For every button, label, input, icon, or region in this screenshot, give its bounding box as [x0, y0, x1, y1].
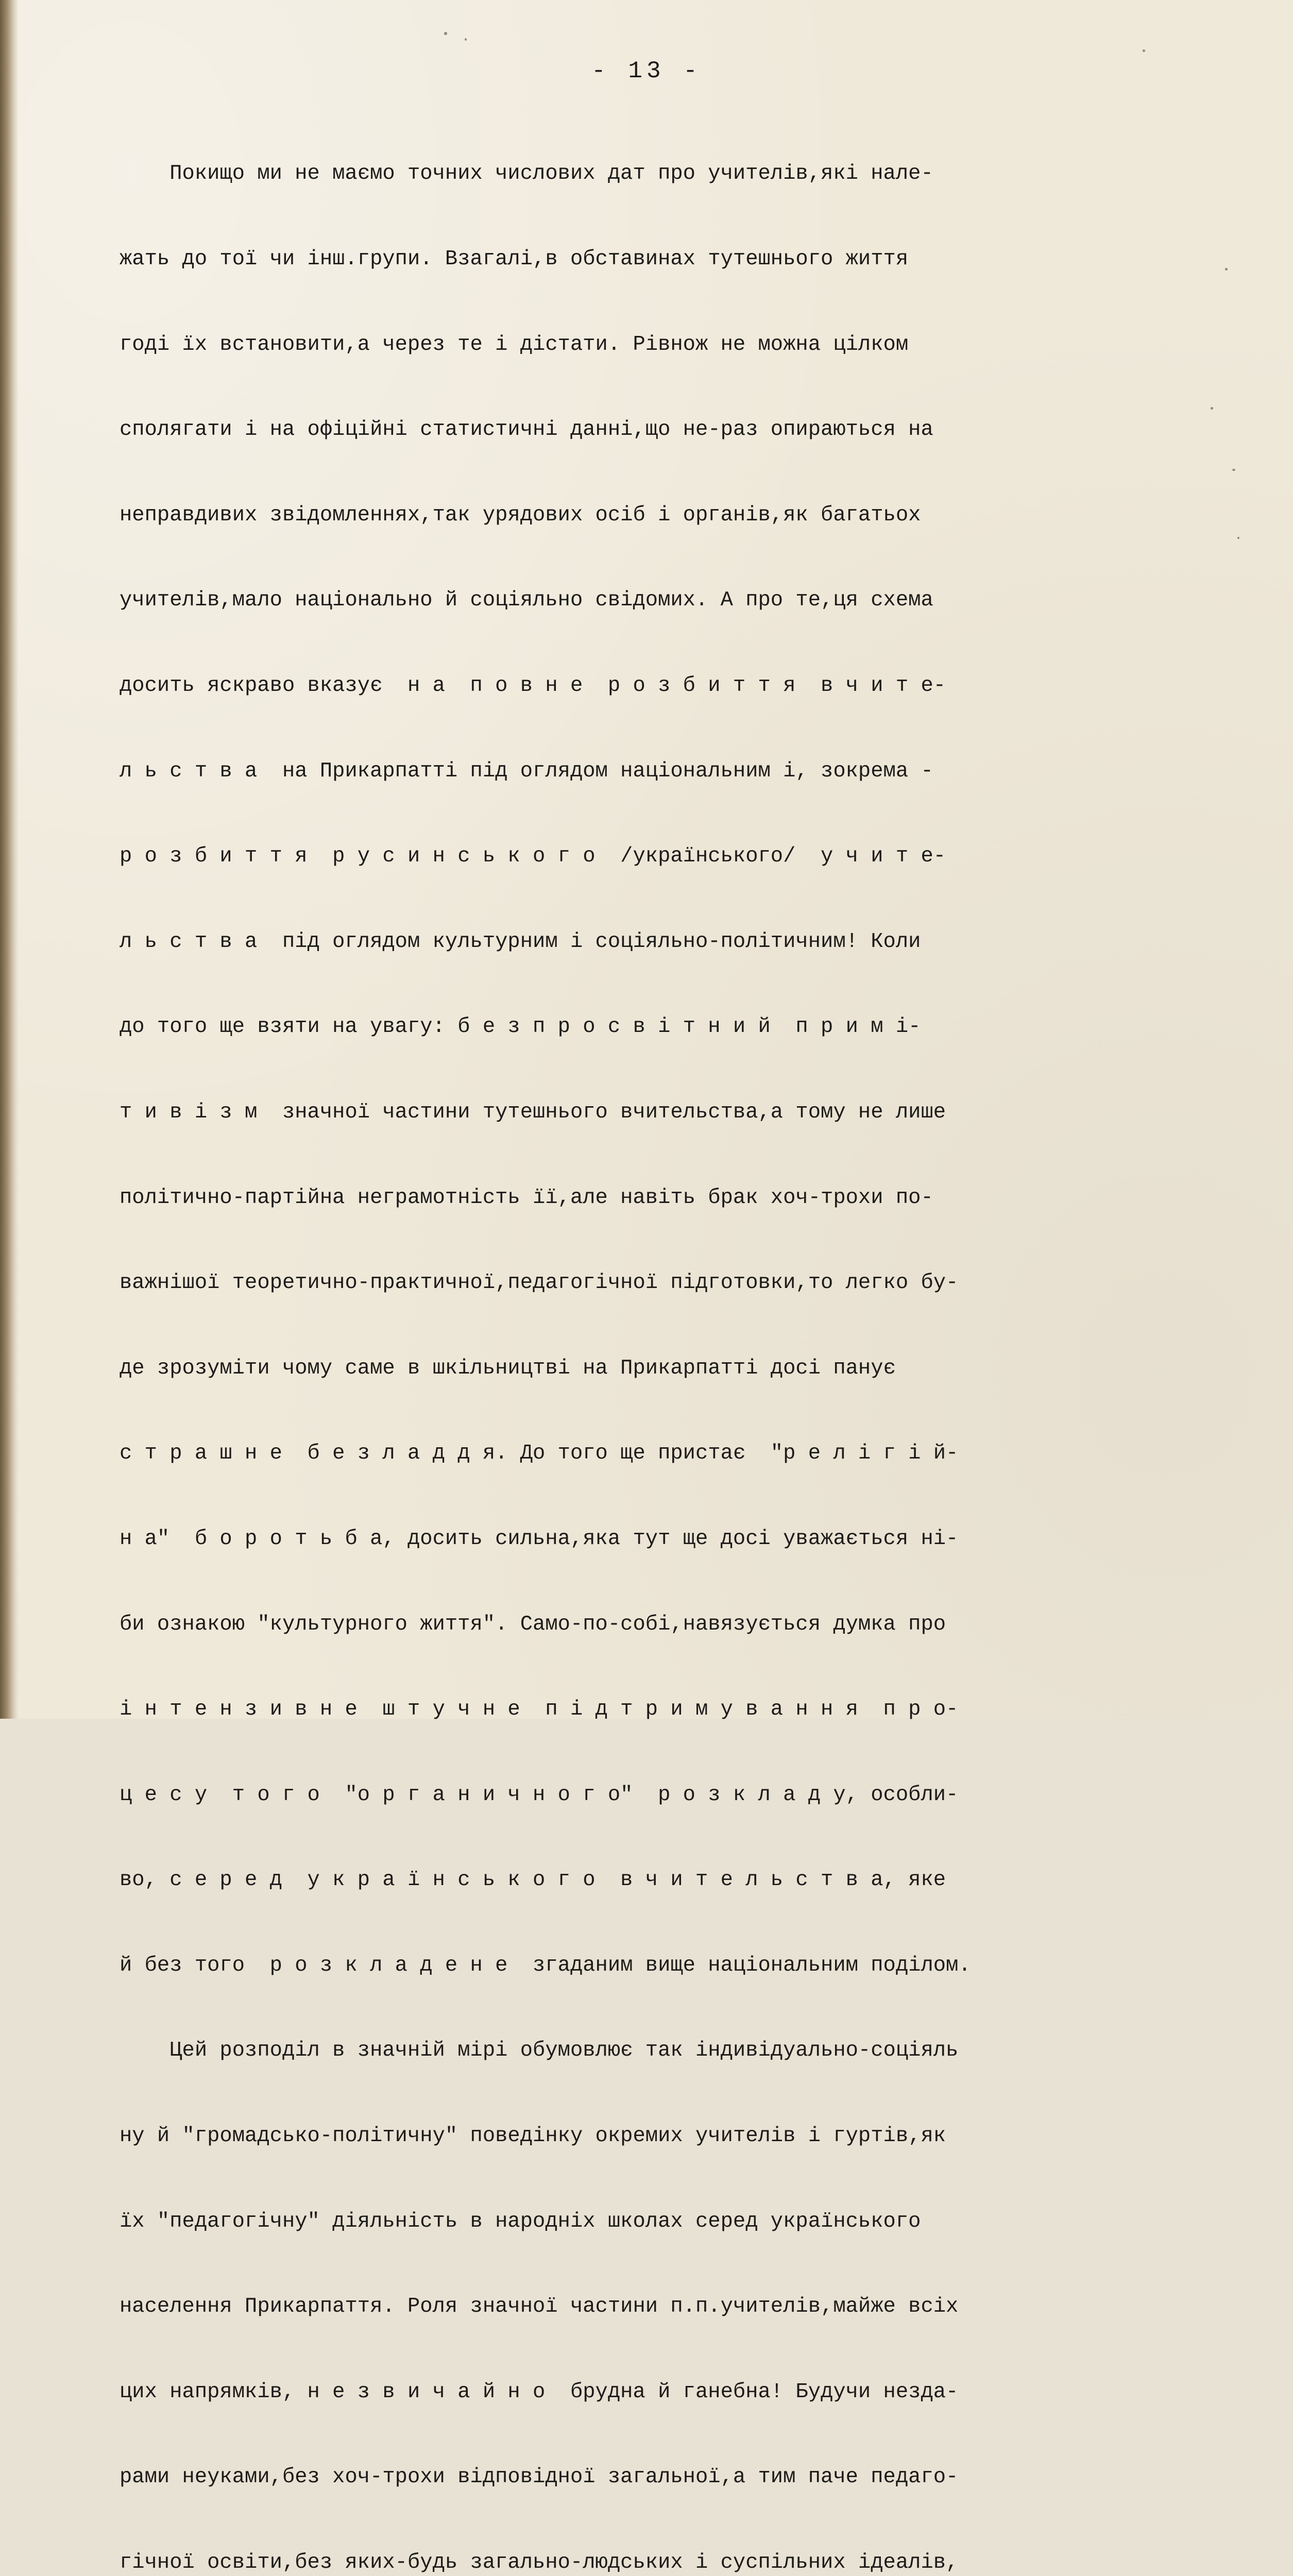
text-line: досить яскраво вказує н а п о в н е р о з б и т т я в ч и т е- — [120, 673, 946, 698]
text-line: ц е с у т о г о "о р г а н и ч н о г о" р о з к л а д у, особли- — [120, 1783, 959, 1807]
text-line: Покищо ми не маємо точних числових дат про учителів,які нале- — [120, 162, 933, 186]
text-line: годі їх встановити,а через те і дістати. Рівнож не можна цілком — [120, 332, 909, 357]
ink-speck — [1143, 49, 1145, 52]
text-line: р о з б и т т я р у с и н с ь к о г о /українського/ у ч и т е- — [120, 844, 946, 869]
text-line: населення Прикарпаття. Роля значної частини п.п.учителів,майже всіх — [120, 2295, 959, 2319]
text-line: рами неуками,без хоч-трохи відповідної загальної,а тим паче педаго- — [120, 2465, 959, 2489]
text-line: цих напрямків, н е з в и ч а й н о брудна й ганебна! Будучи нездa- — [120, 2380, 959, 2404]
text-line: їх "педагогічну" діяльність в народніх школах серед українського — [120, 2209, 921, 2233]
typewritten-text-body — [120, 103, 1181, 2576]
text-line: і н т е н з и в н е ш т у ч н е п і д т р и м у в а н н я п р о- — [120, 1698, 959, 1722]
text-line: ну й "громадсько-політичну" поведінку окремих учителів і гуртів,як — [120, 2124, 946, 2148]
text-line: л ь с т в а на Прикарпатті під оглядом національним і, зокрема - — [120, 759, 933, 783]
text-line: гічної освіти,без яких-будь загально-людських і суспільних ідеалів, — [120, 2551, 959, 2575]
page-number: - 13 - — [591, 58, 702, 84]
text-line: політично-партійна неграмотність її,але навіть брак хоч-трохи по- — [120, 1185, 933, 1210]
text-line: жать до тої чи інш.групи. Взагалі,в обставинах тутешнього життя — [120, 247, 909, 271]
ink-speck — [1225, 268, 1228, 270]
binding-edge — [0, 0, 19, 1719]
ink-speck — [444, 32, 447, 35]
text-line: л ь с т в а під оглядом культурним і соціяльно-політичним! Коли — [120, 929, 921, 954]
text-line: до того ще взяти на увагу: б е з п р о с в і т н и й п р и м і- — [120, 1015, 921, 1039]
text-line: с т р а ш н е б е з л а д д я. До того ще пристає "р е л і г і й- — [120, 1442, 959, 1466]
text-line: во, с е р е д у к р а ї н с ь к о г о в ч и т е л ь с т в а, яке — [120, 1868, 946, 1892]
ink-speck — [1232, 469, 1235, 471]
ink-speck — [465, 38, 467, 41]
text-line: би ознакою "культурного життя". Само-по-собі,навязується думка про — [120, 1612, 946, 1636]
ink-speck — [1237, 537, 1239, 539]
text-line: т и в і з м значної частини тутешнього вчительства,а тому не лише — [120, 1100, 946, 1124]
text-line: учителів,мало національно й соціяльно свідомих. А про те,ця схема — [120, 588, 933, 613]
text-line: неправдивих звідомленнях,так урядових осіб і органів,як багатьох — [120, 503, 921, 527]
text-line: сполягати і на офіційні статистичні данні,що не-раз опираються на — [120, 418, 933, 442]
text-line: де зрозуміти чому саме в шкільництві на Прикарпатті досі панує — [120, 1356, 896, 1380]
text-line: й без того р о з к л а д е н е згаданим вище національним поділом. — [120, 1953, 971, 1977]
text-line: н а" б о р о т ь б а, досить сильна,яка тут ще досі уважається ні- — [120, 1527, 959, 1551]
text-line: Цей розподіл в значній мірі обумовлює так індивідуально-соціяль — [120, 2039, 959, 2063]
ink-speck — [1211, 407, 1213, 410]
text-line: важнішої теоретично-практичної,педагогічної підготовки,то легко бу- — [120, 1271, 959, 1295]
